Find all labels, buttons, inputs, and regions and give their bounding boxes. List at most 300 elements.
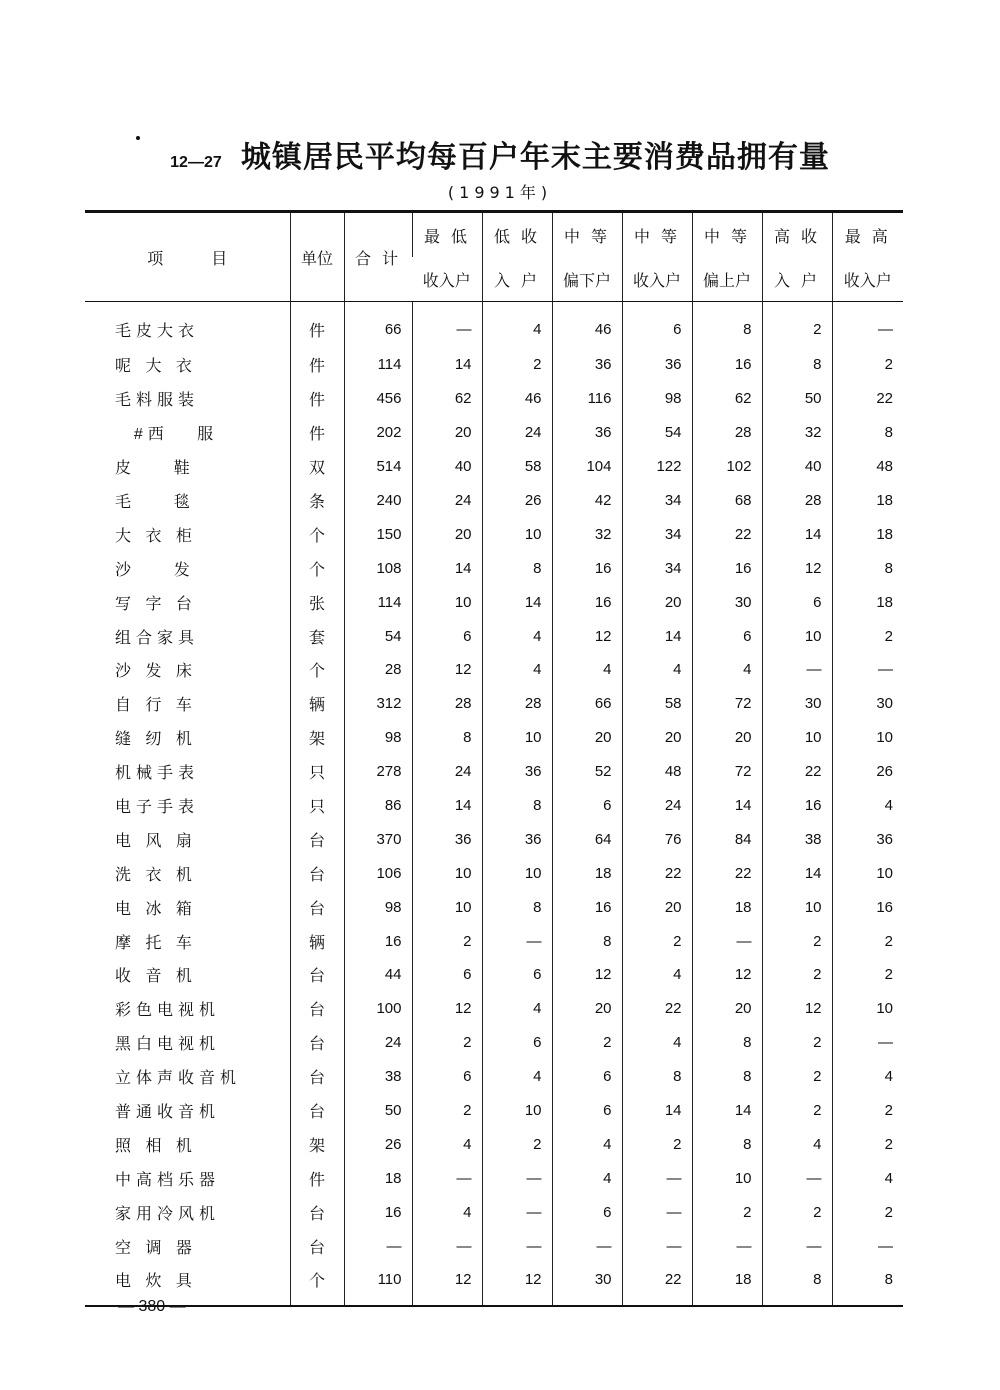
row-unit: 个 — [290, 653, 344, 687]
row-group-value: 4 — [482, 302, 552, 349]
row-unit: 架 — [290, 721, 344, 755]
row-group-value: 6 — [762, 585, 832, 619]
table-row — [85, 992, 903, 1026]
row-group-value: 32 — [762, 416, 832, 450]
row-group-value: 18 — [832, 585, 903, 619]
row-group-value: 22 — [622, 992, 692, 1026]
row-group-value: 4 — [552, 1127, 622, 1161]
row-total-value: 50 — [344, 1094, 412, 1128]
row-group-value: 4 — [482, 1060, 552, 1094]
row-group-value: 72 — [692, 755, 762, 789]
row-group-value: 24 — [482, 416, 552, 450]
table-row — [85, 1060, 903, 1094]
row-group-value: 16 — [692, 348, 762, 382]
row-group-value: 20 — [552, 721, 622, 755]
row-total-value: 110 — [344, 1263, 412, 1297]
table-row — [85, 517, 903, 551]
header-group-line1: 最 低 — [412, 212, 482, 258]
row-total-value: 54 — [344, 619, 412, 653]
row-group-value: 104 — [552, 450, 622, 484]
row-item-name: 呢 大 衣 — [115, 358, 197, 376]
row-group-value: 10 — [832, 992, 903, 1026]
row-group-value: 26 — [482, 484, 552, 518]
row-group-value: 38 — [762, 822, 832, 856]
table-title — [0, 132, 1000, 176]
row-group-value: — — [692, 924, 762, 958]
row-group-value: 2 — [832, 958, 903, 992]
row-group-value: 14 — [412, 551, 482, 585]
row-group-value: 68 — [692, 484, 762, 518]
row-total-value: 370 — [344, 822, 412, 856]
row-group-value: 22 — [692, 856, 762, 890]
row-group-value: 8 — [552, 924, 622, 958]
table-row — [85, 755, 903, 789]
row-group-value: 14 — [762, 856, 832, 890]
row-group-value: — — [482, 1161, 552, 1195]
row-group-value: 20 — [552, 992, 622, 1026]
row-group-value: 2 — [762, 1026, 832, 1060]
row-unit: 台 — [290, 1229, 344, 1263]
row-group-value: 10 — [762, 619, 832, 653]
row-total-value: 108 — [344, 551, 412, 585]
row-unit: 个 — [290, 517, 344, 551]
row-total-value: 38 — [344, 1060, 412, 1094]
row-group-value: 24 — [412, 755, 482, 789]
table-row — [85, 382, 903, 416]
row-group-value: 2 — [762, 1195, 832, 1229]
row-total-value: 24 — [344, 1026, 412, 1060]
table-row — [85, 484, 903, 518]
row-unit: 件 — [290, 1161, 344, 1195]
table-row — [85, 958, 903, 992]
row-group-value: 30 — [552, 1263, 622, 1297]
row-total-value: 100 — [344, 992, 412, 1026]
header-group-line2: 收入户 — [832, 257, 903, 302]
row-item-name: 毛料服装 — [115, 392, 200, 410]
row-group-value: 2 — [622, 1127, 692, 1161]
row-group-value: 84 — [692, 822, 762, 856]
row-group-value: 12 — [412, 1263, 482, 1297]
row-group-value: 40 — [412, 450, 482, 484]
row-group-value: 4 — [832, 1060, 903, 1094]
row-group-value: 64 — [552, 822, 622, 856]
row-group-value: 8 — [832, 1263, 903, 1297]
row-group-value: — — [832, 1026, 903, 1060]
row-group-value: 2 — [762, 958, 832, 992]
row-group-value: 8 — [692, 302, 762, 349]
row-group-value: — — [762, 1229, 832, 1263]
row-group-value: 10 — [762, 890, 832, 924]
row-group-value: 6 — [552, 1195, 622, 1229]
row-unit: 台 — [290, 1060, 344, 1094]
row-item-name: 皮 鞋 — [115, 460, 195, 478]
row-unit: 个 — [290, 551, 344, 585]
row-group-value: 12 — [762, 551, 832, 585]
row-group-value: 6 — [552, 1060, 622, 1094]
header-group-line1: 最 高 — [832, 212, 903, 258]
row-group-value: 36 — [622, 348, 692, 382]
row-group-value: — — [552, 1229, 622, 1263]
row-group-value: 12 — [552, 619, 622, 653]
row-group-value: 6 — [412, 619, 482, 653]
header-group-line2: 偏下户 — [552, 257, 622, 302]
header-total: 合 计 — [344, 212, 412, 302]
row-group-value: — — [692, 1229, 762, 1263]
row-item-name: 电 风 扇 — [115, 832, 197, 850]
row-group-value: — — [622, 1195, 692, 1229]
row-group-value: 10 — [482, 721, 552, 755]
row-total-value: 114 — [344, 348, 412, 382]
row-unit: 只 — [290, 789, 344, 823]
row-unit: 台 — [290, 890, 344, 924]
row-unit: 件 — [290, 382, 344, 416]
row-group-value: 28 — [692, 416, 762, 450]
row-total-value: 26 — [344, 1127, 412, 1161]
row-group-value: 4 — [622, 958, 692, 992]
row-item-name: 彩色电视机 — [115, 1002, 221, 1020]
row-group-value: 14 — [412, 348, 482, 382]
row-group-value: 36 — [482, 822, 552, 856]
row-unit: 个 — [290, 1263, 344, 1297]
row-group-value: 2 — [762, 1094, 832, 1128]
row-group-value: — — [482, 1229, 552, 1263]
row-unit: 台 — [290, 958, 344, 992]
row-group-value: 12 — [412, 653, 482, 687]
row-group-value: — — [412, 302, 482, 349]
row-group-value: 2 — [762, 924, 832, 958]
row-total-value: 106 — [344, 856, 412, 890]
row-group-value: 4 — [552, 1161, 622, 1195]
row-group-value: 16 — [552, 890, 622, 924]
row-item-name: 毛 毯 — [115, 494, 195, 511]
row-total-value: 16 — [344, 924, 412, 958]
row-group-value: 30 — [832, 687, 903, 721]
row-group-value: 72 — [692, 687, 762, 721]
row-total-value: 66 — [344, 302, 412, 349]
row-group-value: 18 — [692, 890, 762, 924]
row-group-value: 4 — [482, 992, 552, 1026]
row-unit: 台 — [290, 822, 344, 856]
row-group-value: 34 — [622, 551, 692, 585]
table-row — [85, 890, 903, 924]
row-group-value: 66 — [552, 687, 622, 721]
row-group-value: 4 — [412, 1127, 482, 1161]
row-group-value: 4 — [622, 653, 692, 687]
row-total-value: 278 — [344, 755, 412, 789]
row-group-value: 42 — [552, 484, 622, 518]
row-group-value: 4 — [622, 1026, 692, 1060]
row-item-name: 照 相 机 — [115, 1137, 197, 1155]
row-group-value: 4 — [832, 1161, 903, 1195]
row-group-value: 8 — [832, 416, 903, 450]
row-group-value: 8 — [482, 789, 552, 823]
row-group-value: 48 — [622, 755, 692, 789]
row-group-value: 28 — [412, 687, 482, 721]
row-group-value: 6 — [552, 1094, 622, 1128]
header-group-line2: 入 户 — [762, 257, 832, 302]
row-group-value: 36 — [552, 416, 622, 450]
row-group-value: 2 — [552, 1026, 622, 1060]
table-number: 12—27 — [170, 154, 222, 171]
header-group-line2: 收入户 — [622, 257, 692, 302]
row-group-value: 20 — [622, 721, 692, 755]
table-row — [85, 789, 903, 823]
row-item-name: 摩 托 车 — [115, 934, 197, 952]
row-group-value: 8 — [482, 551, 552, 585]
row-group-value: 2 — [412, 924, 482, 958]
row-group-value: 116 — [552, 382, 622, 416]
row-total-value: 18 — [344, 1161, 412, 1195]
row-group-value: 10 — [832, 856, 903, 890]
table-row — [85, 822, 903, 856]
table-row — [85, 348, 903, 382]
table-body — [85, 302, 903, 1297]
row-group-value: 18 — [832, 517, 903, 551]
row-group-value: 14 — [692, 1094, 762, 1128]
table-row — [85, 619, 903, 653]
row-item-name: 组合家具 — [115, 629, 200, 647]
row-group-value: 48 — [832, 450, 903, 484]
row-total-value: 16 — [344, 1195, 412, 1229]
row-group-value: 20 — [692, 721, 762, 755]
row-group-value: 52 — [552, 755, 622, 789]
row-group-value: — — [762, 653, 832, 687]
row-group-value: — — [832, 1229, 903, 1263]
row-item-name: 沙 发 — [115, 561, 195, 579]
header-group-line2: 偏上户 — [692, 257, 762, 302]
row-group-value: — — [482, 1195, 552, 1229]
row-item-name: 缝 纫 机 — [115, 731, 197, 749]
row-group-value: 16 — [762, 789, 832, 823]
row-group-value: 62 — [692, 382, 762, 416]
row-group-value: 8 — [762, 1263, 832, 1297]
row-group-value: 28 — [482, 687, 552, 721]
row-group-value: 76 — [622, 822, 692, 856]
row-unit: 辆 — [290, 924, 344, 958]
row-group-value: 34 — [622, 517, 692, 551]
row-group-value: 30 — [692, 585, 762, 619]
row-item-name: 电子手表 — [115, 799, 200, 817]
row-group-value: 22 — [692, 517, 762, 551]
table-row — [85, 1094, 903, 1128]
row-group-value: 14 — [482, 585, 552, 619]
row-total-value: 202 — [344, 416, 412, 450]
row-total-value: 514 — [344, 450, 412, 484]
row-group-value: 8 — [622, 1060, 692, 1094]
row-group-value: — — [482, 924, 552, 958]
row-group-value: 2 — [482, 348, 552, 382]
row-group-value: 12 — [762, 992, 832, 1026]
table-row — [85, 924, 903, 958]
row-group-value: 10 — [482, 856, 552, 890]
header-group-line1: 中 等 — [692, 212, 762, 258]
row-group-value: 10 — [412, 890, 482, 924]
row-group-value: 8 — [692, 1127, 762, 1161]
table-row — [85, 1127, 903, 1161]
row-group-value: — — [832, 302, 903, 349]
header-group-line1: 低 收 — [482, 212, 552, 258]
row-unit: 件 — [290, 302, 344, 349]
row-item-name: 自 行 车 — [115, 697, 197, 715]
row-unit: 台 — [290, 1094, 344, 1128]
table-row — [85, 416, 903, 450]
row-total-value: 86 — [344, 789, 412, 823]
table-row — [85, 1263, 903, 1297]
row-item-name: 大 衣 柜 — [115, 527, 197, 545]
row-total-value: 98 — [344, 721, 412, 755]
header-item: 项 目 — [85, 212, 290, 302]
row-unit: 双 — [290, 450, 344, 484]
row-unit: 条 — [290, 484, 344, 518]
row-group-value: 26 — [832, 755, 903, 789]
row-group-value: 36 — [412, 822, 482, 856]
row-group-value: 10 — [412, 585, 482, 619]
row-group-value: 8 — [412, 721, 482, 755]
header-unit: 单位 — [290, 212, 344, 302]
row-group-value: 22 — [622, 1263, 692, 1297]
row-group-value: 4 — [552, 653, 622, 687]
table-row — [85, 302, 903, 349]
row-group-value: 62 — [412, 382, 482, 416]
row-group-value: 20 — [412, 416, 482, 450]
row-item-name: 洗 衣 机 — [115, 866, 197, 884]
row-group-value: 8 — [692, 1026, 762, 1060]
table-row — [85, 1195, 903, 1229]
row-group-value: 102 — [692, 450, 762, 484]
row-total-value: 150 — [344, 517, 412, 551]
row-group-value: 10 — [482, 517, 552, 551]
row-group-value: 10 — [412, 856, 482, 890]
row-unit: 件 — [290, 416, 344, 450]
row-item-name: 机械手表 — [115, 765, 200, 783]
table-row — [85, 551, 903, 585]
row-group-value: 2 — [832, 1195, 903, 1229]
row-item-name: 普通收音机 — [115, 1104, 221, 1122]
row-group-value: 4 — [762, 1127, 832, 1161]
table-row — [85, 1161, 903, 1195]
row-group-value: — — [762, 1161, 832, 1195]
row-item-name: 家用冷风机 — [115, 1205, 221, 1223]
row-total-value: 114 — [344, 585, 412, 619]
row-group-value: 24 — [412, 484, 482, 518]
row-group-value: 28 — [762, 484, 832, 518]
row-group-value: 4 — [482, 619, 552, 653]
row-item-name: 写 字 台 — [115, 595, 197, 613]
table-row — [85, 585, 903, 619]
row-group-value: 6 — [692, 619, 762, 653]
row-total-value: 240 — [344, 484, 412, 518]
row-item-name: 电 炊 具 — [115, 1273, 197, 1291]
table-row — [85, 687, 903, 721]
row-total-value: 28 — [344, 653, 412, 687]
row-group-value: 2 — [832, 1094, 903, 1128]
row-group-value: 50 — [762, 382, 832, 416]
row-group-value: 58 — [482, 450, 552, 484]
row-item-name: 立体声收音机 — [115, 1070, 242, 1088]
row-group-value: 16 — [692, 551, 762, 585]
row-group-value: 6 — [622, 302, 692, 349]
page-number: — 380 — — [118, 1298, 186, 1315]
row-group-value: 20 — [622, 890, 692, 924]
row-group-value: 12 — [692, 958, 762, 992]
row-item-name: 沙 发 床 — [115, 663, 197, 681]
row-item-name: 毛皮大衣 — [115, 322, 200, 340]
row-group-value: 122 — [622, 450, 692, 484]
row-group-value: 22 — [832, 382, 903, 416]
row-item-name: 收 音 机 — [115, 968, 197, 986]
row-item-name: 电 冰 箱 — [115, 900, 197, 918]
header-group-line1: 中 等 — [552, 212, 622, 258]
row-group-value: 6 — [412, 1060, 482, 1094]
row-group-value: 2 — [832, 924, 903, 958]
header-group-line1: 高 收 — [762, 212, 832, 258]
row-total-value: 98 — [344, 890, 412, 924]
row-group-value: 10 — [832, 721, 903, 755]
row-group-value: 24 — [622, 789, 692, 823]
row-group-value: 4 — [482, 653, 552, 687]
row-unit: 台 — [290, 992, 344, 1026]
row-group-value: 10 — [482, 1094, 552, 1128]
row-group-value: — — [412, 1161, 482, 1195]
row-group-value: 40 — [762, 450, 832, 484]
row-group-value: 18 — [692, 1263, 762, 1297]
row-group-value: 16 — [832, 890, 903, 924]
row-group-value: 14 — [412, 789, 482, 823]
row-group-value: 12 — [412, 992, 482, 1026]
row-group-value: 2 — [762, 1060, 832, 1094]
table-row — [85, 1229, 903, 1263]
row-group-value: 36 — [482, 755, 552, 789]
title-text: 城镇居民平均每百户年末主要消费品拥有量 — [240, 140, 830, 175]
row-total-value: — — [344, 1229, 412, 1263]
row-group-value: — — [832, 653, 903, 687]
row-group-value: 2 — [762, 302, 832, 349]
row-group-value: 14 — [622, 619, 692, 653]
row-group-value: 10 — [762, 721, 832, 755]
row-unit: 台 — [290, 856, 344, 890]
row-group-value: 36 — [552, 348, 622, 382]
row-group-value: — — [622, 1229, 692, 1263]
row-group-value: 6 — [552, 789, 622, 823]
row-unit: 只 — [290, 755, 344, 789]
row-unit: 台 — [290, 1026, 344, 1060]
row-group-value: 10 — [692, 1161, 762, 1195]
row-group-value: 20 — [622, 585, 692, 619]
row-group-value: 22 — [622, 856, 692, 890]
row-item-name: 中高档乐器 — [115, 1171, 221, 1189]
row-group-value: 46 — [552, 302, 622, 349]
row-group-value: 2 — [832, 619, 903, 653]
row-total-value: 456 — [344, 382, 412, 416]
row-group-value: 36 — [832, 822, 903, 856]
header-group-line2: 收入户 — [412, 257, 482, 302]
row-total-value: 312 — [344, 687, 412, 721]
row-group-value: — — [412, 1229, 482, 1263]
row-group-value: 14 — [692, 789, 762, 823]
row-unit: 架 — [290, 1127, 344, 1161]
table-row — [85, 856, 903, 890]
row-item-name: 空 调 器 — [115, 1239, 197, 1257]
row-item-name: #西 服 — [115, 426, 219, 444]
row-group-value: 4 — [832, 789, 903, 823]
row-group-value: 12 — [482, 1263, 552, 1297]
row-group-value: 46 — [482, 382, 552, 416]
row-total-value: 44 — [344, 958, 412, 992]
row-group-value: 34 — [622, 484, 692, 518]
row-group-value: 6 — [482, 1026, 552, 1060]
row-group-value: 20 — [692, 992, 762, 1026]
row-group-value: 6 — [412, 958, 482, 992]
